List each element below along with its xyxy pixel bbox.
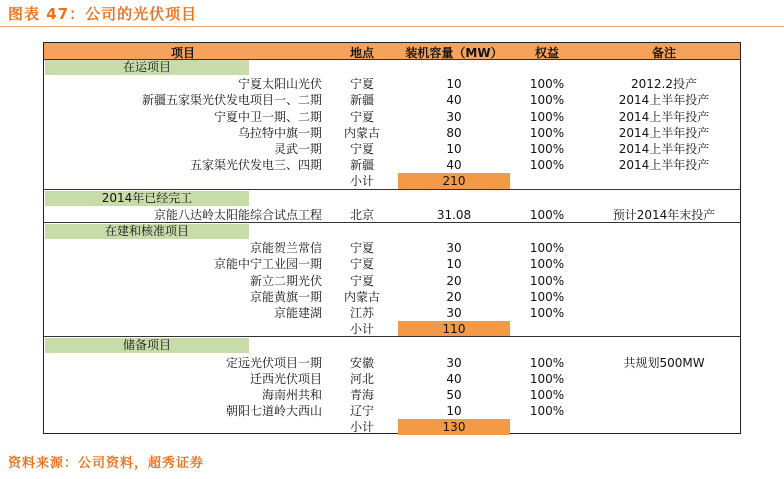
table-cell: 京能贺兰常信 [249,241,322,256]
header-remarks: 备注 [651,46,676,60]
table-cell: 2014上半年投产 [618,142,710,156]
table-cell: 10 [446,77,462,92]
title-rule [0,26,784,27]
table-row [44,371,740,387]
table-row [44,256,740,272]
table-cell: 京能建湖 [273,306,322,320]
table-cell: 宁夏 [349,241,374,256]
figure-title: 图表 47：公司的光伏项目 [8,5,198,23]
table-cell: 河北 [349,371,374,386]
table-cell: 100% [529,93,565,108]
subtotal-row [44,419,740,435]
table-cell: 31.08 [436,207,472,222]
section-title: 2014年已经完工 [45,191,249,206]
source-note: 资料来源：公司资料，超秀证券 [8,456,205,471]
table-cell: 新疆 [349,158,374,173]
table-cell: 30 [446,241,462,256]
table-cell: 京能八达岭太阳能综合试点工程 [153,207,322,222]
table-cell: 新立二期光伏 [249,273,322,288]
table-cell: 青海 [349,388,374,402]
table-cell: 100% [529,388,565,402]
table-cell: 灵武一期 [273,142,322,156]
table-cell: 100% [529,257,565,272]
projects-table [43,42,741,434]
table-cell: 2014上半年投产 [618,109,710,124]
table-cell: 100% [529,109,565,124]
table-cell: 迁西光伏项目 [249,371,322,386]
header-location: 地点 [349,46,374,60]
table-cell: 2014上半年投产 [618,125,710,140]
table-cell: 2014上半年投产 [618,93,710,108]
table-row [44,109,740,125]
table-row [44,403,740,419]
section-divider [44,222,740,223]
table-cell: 定远光伏项目一期 [225,355,322,370]
table-row [44,76,740,92]
table-cell: 20 [446,273,462,288]
header-project: 项目 [170,46,195,60]
table-row [44,157,740,173]
subtotal-value: 210 [398,173,510,189]
table-cell: 100% [529,241,565,256]
table-cell: 40 [446,158,462,173]
table-cell: 北京 [349,207,374,222]
table-cell: 内蒙古 [343,125,380,140]
table-cell: 内蒙古 [343,289,380,304]
table-cell: 100% [529,306,565,320]
table-cell: 宁夏 [349,142,374,156]
table-row [44,273,740,289]
subtotal-label: 小计 [349,322,374,337]
header-capacity: 装机容量（MW） [405,46,503,60]
table-row [44,207,740,223]
table-row [44,141,740,157]
table-cell: 30 [446,109,462,124]
table-cell: 京能中宁工业园一期 [213,257,322,272]
table-row [44,92,740,108]
table-cell: 50 [446,388,462,402]
subtotal-row [44,173,740,189]
section-divider [44,189,740,190]
table-header [44,43,740,60]
table-row [44,125,740,141]
table-cell: 100% [529,142,565,156]
table-cell: 江苏 [349,306,374,320]
table-cell: 20 [446,289,462,304]
table-cell: 宁夏 [349,109,374,124]
table-row [44,289,740,305]
table-row [44,355,740,371]
table-cell: 10 [446,142,462,156]
section-title: 在建和核准项目 [45,224,249,239]
table-cell: 乌拉特中旗一期 [237,125,322,140]
header-equity: 权益 [534,46,559,60]
table-cell: 30 [446,306,462,320]
table-cell: 宁夏中卫一期、二期 [213,109,322,124]
table-cell: 2014上半年投产 [618,158,710,173]
table-row [44,240,740,256]
table-cell: 100% [529,125,565,140]
subtotal-label: 小计 [349,174,374,189]
table-cell: 80 [446,125,462,140]
subtotal-row [44,321,740,337]
table-cell: 10 [446,404,462,419]
table-cell: 100% [529,77,565,92]
table-cell: 预计2014年末投产 [612,207,716,222]
table-cell: 100% [529,207,565,222]
table-cell: 宁夏 [349,273,374,288]
table-cell: 京能黄旗一期 [249,289,322,304]
table-row [44,387,740,403]
table-cell: 宁夏 [349,77,374,92]
table-cell: 宁夏 [349,257,374,272]
table-cell: 10 [446,257,462,272]
table-cell: 100% [529,158,565,173]
table-cell: 五家渠光伏发电三、四期 [189,158,322,173]
table-cell: 100% [529,355,565,370]
table-cell: 30 [446,355,462,370]
table-cell: 海南州共和 [261,388,322,402]
table-cell: 2012.2投产 [631,77,697,92]
table-cell: 宁夏太阳山光伏 [237,77,322,92]
table-cell: 朝阳七道岭大西山 [225,404,322,419]
table-cell: 新疆五家渠光伏发电项目一、二期 [141,93,322,108]
table-cell: 安徽 [349,355,374,370]
table-cell: 共规划500MW [623,355,705,370]
table-cell: 40 [446,371,462,386]
subtotal-value: 110 [398,321,510,337]
table-cell: 40 [446,93,462,108]
table-row [44,305,740,321]
table-cell: 100% [529,404,565,419]
table-cell: 100% [529,273,565,288]
table-cell: 100% [529,289,565,304]
table-cell: 辽宁 [349,404,374,419]
section-title: 储备项目 [45,338,249,353]
table-cell: 新疆 [349,93,374,108]
subtotal-label: 小计 [349,420,374,435]
table-cell: 100% [529,371,565,386]
section-title: 在运项目 [45,60,249,75]
subtotal-value: 130 [398,419,510,435]
